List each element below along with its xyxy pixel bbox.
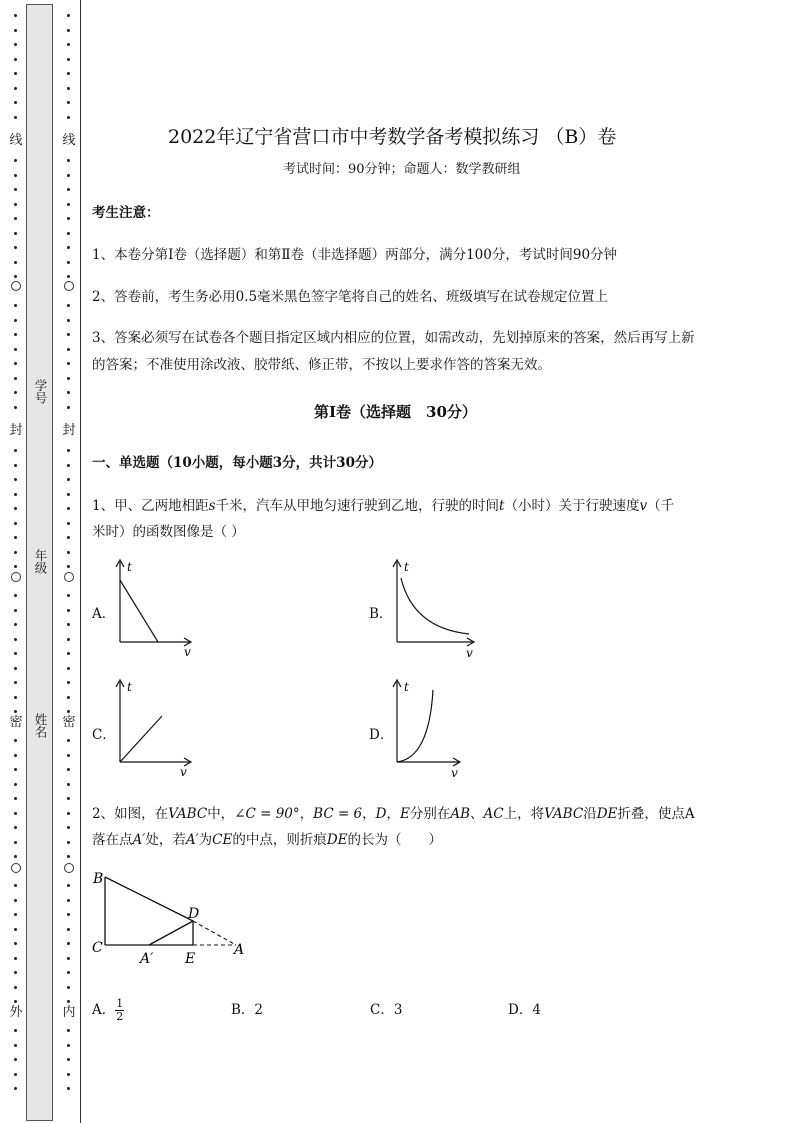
y-axis-label: t: [127, 680, 132, 694]
cut-label-outside: 外: [9, 1005, 23, 1020]
cut-dot: [67, 1029, 70, 1032]
grade-label: 年级: [33, 548, 48, 574]
cut-dot: [14, 739, 17, 742]
cut-dot: [14, 29, 17, 32]
cut-dot: [67, 913, 70, 916]
cut-dot: [67, 493, 70, 496]
q1-option-b[interactable]: B．: [369, 606, 393, 622]
cut-dot: [67, 986, 70, 989]
cut-dot: [14, 188, 17, 191]
cut-dot: [67, 391, 70, 394]
circle-mark: [11, 572, 21, 582]
point-label-a-prime: A′: [140, 951, 154, 966]
name-label: 姓名: [33, 712, 48, 738]
cut-dot: [14, 87, 17, 90]
cut-dot: [14, 638, 17, 641]
segment-a-prime-d: [149, 921, 193, 945]
cut-dot: [14, 667, 17, 670]
cut-dot: [14, 304, 17, 307]
cut-dot: [14, 841, 17, 844]
segment-da-dashed: [193, 921, 236, 945]
notice-item: 3、答案必须写在试卷各个题目指定区域内相应的位置，如需改动，先划掉原来的答案，然后再写上新: [92, 330, 695, 346]
cut-label-secret-inner: 密: [62, 715, 76, 730]
q1-stem-line1: 1、甲、乙两地相距s千米，汽车从甲地匀速行驶到乙地，行驶的时间t（小时）关于行驶速度v（千: [92, 498, 675, 514]
cut-dot: [14, 43, 17, 46]
point-label-e: E: [185, 951, 196, 966]
cut-dot: [67, 710, 70, 713]
q1-graph-d: [389, 676, 479, 780]
cut-dot: [14, 884, 17, 887]
cut-dot: [14, 594, 17, 597]
circle-mark: [64, 281, 74, 291]
cut-dot: [14, 464, 17, 467]
cut-dot: [67, 623, 70, 626]
cut-dot: [14, 362, 17, 365]
cut-dot: [67, 536, 70, 539]
cut-dot: [67, 522, 70, 525]
cut-dot: [67, 797, 70, 800]
q1-graph-c: [112, 676, 197, 778]
cut-dot: [67, 304, 70, 307]
cut-dot: [67, 58, 70, 61]
cut-dot: [14, 899, 17, 902]
cut-dot: [14, 1087, 17, 1090]
cut-dot: [67, 928, 70, 931]
cut-dot: [14, 783, 17, 786]
segment-bd: [105, 877, 193, 921]
cut-dot: [14, 971, 17, 974]
cut-dot: [14, 652, 17, 655]
cut-dot: [67, 217, 70, 220]
cut-dot: [14, 391, 17, 394]
cut-dot: [14, 913, 17, 916]
cut-dot: [14, 986, 17, 989]
cut-dot: [14, 246, 17, 249]
graph-curve: [120, 580, 158, 642]
cut-dot: [67, 449, 70, 452]
y-axis-label: t: [127, 560, 132, 574]
cut-dot: [14, 710, 17, 713]
cut-dot: [67, 232, 70, 235]
cut-label-seal-inner: 封: [62, 423, 76, 438]
notice-item: 1、本卷分第Ⅰ卷（选择题）和第Ⅱ卷（非选择题）两部分，满分100分，考试时间90分钟: [92, 247, 618, 263]
cut-dot: [14, 275, 17, 278]
cut-dot: [67, 1000, 70, 1003]
cut-dot: [14, 1044, 17, 1047]
cut-label-inside: 内: [62, 1005, 76, 1020]
exam-title: 2022年辽宁省营口市中考数学备考模拟练习 （B）卷: [168, 126, 617, 148]
q2-option-d[interactable]: D．4: [508, 1002, 541, 1018]
x-axis-label: v: [466, 646, 473, 660]
x-axis-label: v: [184, 645, 191, 658]
cut-dot: [67, 203, 70, 206]
cut-dot: [67, 855, 70, 858]
part-heading: 一、单选题（10小题，每小题3分，共计30分）: [92, 455, 382, 471]
cut-label-line-outer: 线: [9, 133, 23, 148]
cut-dot: [14, 159, 17, 162]
cut-dot: [67, 29, 70, 32]
cut-dot: [14, 609, 17, 612]
cut-dot: [14, 174, 17, 177]
cut-dot: [67, 696, 70, 699]
q1-graph-b: [389, 558, 479, 660]
cut-dot: [14, 203, 17, 206]
cut-dot: [67, 406, 70, 409]
cut-dot: [14, 232, 17, 235]
cut-dot: [14, 957, 17, 960]
cut-dot: [14, 72, 17, 75]
q2-figure: [88, 866, 253, 966]
cut-dot: [67, 362, 70, 365]
cut-dot: [67, 1087, 70, 1090]
notice-item: 的答案；不准使用涂改液、胶带纸、修正带，不按以上要求作答的答案无效。: [92, 357, 551, 373]
cut-dot: [67, 87, 70, 90]
q2-stem-line1: 2、如图，在VABC中，∠C = 90°，BC = 6，D，E分别在AB、AC上，将VABC沿DE折叠，使点A: [92, 806, 695, 822]
cut-dot: [67, 667, 70, 670]
cut-dot: [14, 623, 17, 626]
cut-label-line-inner: 线: [62, 133, 76, 148]
cut-dot: [67, 551, 70, 554]
x-axis-label: v: [451, 766, 458, 780]
q2-option-c[interactable]: C．3: [370, 1002, 403, 1018]
cut-dot: [67, 319, 70, 322]
graph-curve: [397, 690, 433, 762]
cut-dot: [14, 348, 17, 351]
cut-dot: [67, 261, 70, 264]
cut-dot: [14, 377, 17, 380]
cut-dot: [67, 826, 70, 829]
cut-dot: [67, 1044, 70, 1047]
cut-dot: [14, 493, 17, 496]
circle-mark: [64, 863, 74, 873]
cut-dot: [67, 14, 70, 17]
cut-dot: [14, 319, 17, 322]
cut-dot: [67, 942, 70, 945]
cut-dot: [67, 348, 70, 351]
cut-dot: [67, 159, 70, 162]
cut-dot: [67, 464, 70, 467]
cut-dot: [67, 638, 70, 641]
cut-dot: [67, 377, 70, 380]
cut-dot: [67, 681, 70, 684]
cut-dot: [67, 739, 70, 742]
cut-dot: [14, 942, 17, 945]
cut-dot: [14, 551, 17, 554]
cut-dot: [14, 449, 17, 452]
q1-stem-line2: 米时）的函数图像是（ ）: [92, 524, 245, 540]
cut-dot: [67, 1058, 70, 1061]
cut-dot: [14, 855, 17, 858]
cut-dot: [14, 14, 17, 17]
cut-dot: [14, 536, 17, 539]
cut-dot: [14, 696, 17, 699]
cut-dot: [67, 812, 70, 815]
cut-dot: [67, 72, 70, 75]
cut-dot: [14, 768, 17, 771]
cut-dot: [14, 261, 17, 264]
cut-dot: [67, 884, 70, 887]
cut-dot: [67, 101, 70, 104]
point-label-b: B: [93, 871, 104, 887]
circle-mark: [64, 572, 74, 582]
q2-stem-line2: 落在点A′处，若A′为CE的中点，则折痕DE的长为（ ）: [92, 832, 443, 848]
cut-dot: [67, 43, 70, 46]
cut-dot: [14, 826, 17, 829]
cut-dot: [14, 522, 17, 525]
q2-option-b[interactable]: B．2: [231, 1002, 264, 1018]
cut-dot: [67, 478, 70, 481]
cut-dot: [14, 565, 17, 568]
cut-dot: [14, 1000, 17, 1003]
cut-dot: [67, 971, 70, 974]
cut-dot: [67, 768, 70, 771]
section-title: 第Ⅰ卷（选择题 30分）: [314, 403, 477, 421]
x-axis-label: v: [180, 765, 187, 778]
cut-dot: [14, 406, 17, 409]
notice-item: 2、答卷前，考生务必用0.5毫米黑色签字笔将自己的姓名、班级填写在试卷规定位置上: [92, 289, 609, 305]
cut-dot: [67, 333, 70, 336]
fraction: $\frac{1}{2}$: [116, 997, 124, 1023]
cut-dot: [14, 754, 17, 757]
cut-dot: [67, 594, 70, 597]
point-label-c: C: [92, 940, 103, 956]
cut-dot: [14, 797, 17, 800]
graph-curve: [401, 578, 469, 634]
cut-dot: [67, 899, 70, 902]
cut-dot: [67, 652, 70, 655]
cut-label-seal-outer: 封: [9, 423, 23, 438]
cut-dot: [14, 507, 17, 510]
q1-option-a[interactable]: A．: [92, 606, 116, 622]
cut-dot: [14, 478, 17, 481]
y-axis-label: t: [404, 680, 409, 694]
cut-dot: [67, 174, 70, 177]
cut-dot: [14, 812, 17, 815]
notice-heading: 考生注意：: [92, 205, 160, 221]
q1-graph-a: [112, 558, 197, 658]
cut-dot: [14, 681, 17, 684]
cut-dot: [67, 841, 70, 844]
q1-option-c[interactable]: C．: [92, 727, 116, 743]
cut-dot: [14, 1058, 17, 1061]
y-axis-label: t: [404, 560, 409, 574]
cut-dot: [67, 116, 70, 119]
cut-dot: [67, 783, 70, 786]
q1-option-d[interactable]: D．: [369, 727, 394, 743]
cut-dot: [67, 609, 70, 612]
student-id-label: 学号: [33, 378, 48, 404]
binding-rule: [80, 0, 81, 1123]
q2-option-a[interactable]: A． $\frac{1}{2}$: [92, 997, 124, 1023]
cut-dot: [67, 565, 70, 568]
cut-label-secret-outer: 密: [9, 715, 23, 730]
point-label-d: D: [188, 906, 200, 922]
exam-subtitle: 考试时间：90分钟；命题人：数学教研组: [283, 162, 521, 177]
cut-dot: [67, 957, 70, 960]
cut-dot: [67, 507, 70, 510]
cut-dot: [67, 275, 70, 278]
cut-dot: [67, 246, 70, 249]
cut-dot: [14, 217, 17, 220]
cut-dot: [14, 333, 17, 336]
cut-dot: [67, 754, 70, 757]
graph-curve: [120, 716, 162, 762]
cut-dot: [14, 928, 17, 931]
cut-dot: [14, 1029, 17, 1032]
cut-dot: [67, 188, 70, 191]
cut-dot: [14, 101, 17, 104]
cut-dot: [14, 58, 17, 61]
point-label-a: A: [234, 942, 245, 958]
cut-dot: [14, 116, 17, 119]
circle-mark: [11, 281, 21, 291]
circle-mark: [11, 863, 21, 873]
cut-dot: [14, 1073, 17, 1076]
cut-dot: [67, 1073, 70, 1076]
